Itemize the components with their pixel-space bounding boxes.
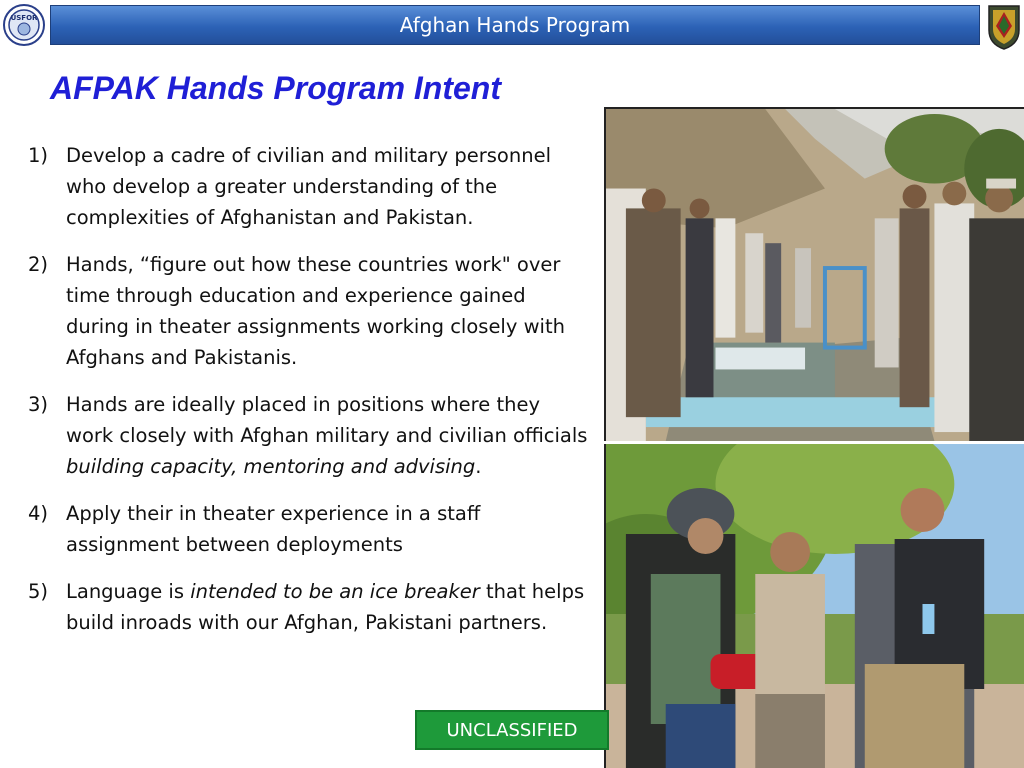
list-number: 2) [28,253,49,276]
list-text: that helps build inroads with our Afghan, Pakistani partners. [66,580,585,634]
intent-list [28,140,588,654]
list-item [28,249,588,373]
list-text: Apply their in theater experience in a staff assignment between deployments [66,502,481,556]
list-number: 3) [28,393,49,416]
list-item [28,576,588,638]
command-shield-icon [986,2,1022,50]
list-number: 1) [28,144,49,167]
list-item [28,498,588,560]
list-item [28,389,588,482]
list-text: . [475,455,482,478]
canal-gathering-photo [604,107,1024,441]
classification-label: UNCLASSIFIED [446,719,578,741]
usfor-a-seal-icon [3,4,45,46]
header-title: Afghan Hands Program [399,13,631,37]
list-text-italic: intended to be an ice breaker [190,580,480,603]
list-text-italic: building capacity, mentoring and advising [66,455,476,478]
field-conversation-photo [604,444,1024,768]
list-text: Develop a cadre of civilian and military personnel who develop a greater understanding of the complexities of Afghanistan and Pakistan. [66,144,551,229]
header-bar [50,5,980,45]
classification-badge [415,710,609,750]
seal-text: USFOR [10,14,38,22]
list-text: Hands are ideally placed in positions where they work closely with Afghan military and civilian officials [66,393,588,447]
list-number: 5) [28,580,49,603]
list-number: 4) [28,502,49,525]
list-item [28,140,588,233]
list-text: Language is [66,580,191,603]
slide-title: AFPAK Hands Program Intent [50,70,501,106]
list-text: Hands, “figure out how these countries work" over time through education and experience gained during in theater assignments working closely with Afghans and Pakistanis. [66,253,565,369]
